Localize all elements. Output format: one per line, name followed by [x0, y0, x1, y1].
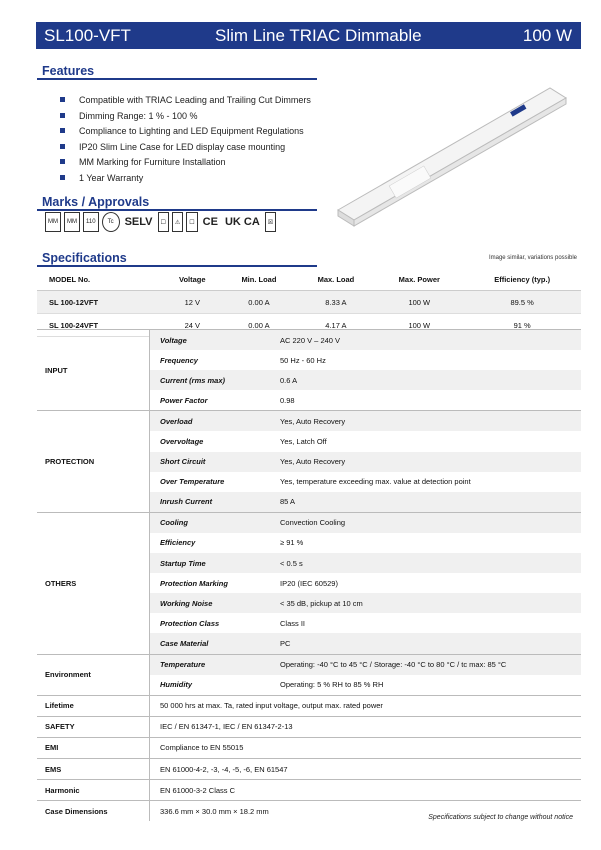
marks-divider: [37, 209, 317, 211]
model-cell: 0.00 A: [221, 314, 296, 337]
approval-mark: 110: [83, 212, 99, 232]
approval-marks: [45, 212, 276, 232]
spec-group-label: Lifetime: [37, 695, 150, 716]
spec-value: Yes, Latch Off: [280, 437, 327, 447]
approval-mark: MM: [45, 212, 61, 232]
approval-mark: ⚠: [172, 212, 183, 232]
spec-value: 85 A: [270, 492, 581, 513]
spec-value: PC: [270, 633, 581, 654]
header-bar: [36, 22, 581, 49]
spec-label: Voltage: [150, 330, 271, 351]
feature-item: [60, 94, 311, 110]
spec-label: Over Temperature: [160, 477, 225, 487]
table-row: [37, 695, 581, 716]
spec-value: 50 Hz - 60 Hz: [280, 355, 326, 365]
spec-value: Yes, Auto Recovery: [270, 411, 581, 432]
table-row: [37, 512, 581, 533]
spec-label: Current (rms max): [150, 370, 271, 390]
spec-value: < 0.5 s: [270, 553, 581, 573]
feature-text: Compliance to Lighting and LED Equipment Regulations: [79, 126, 304, 136]
spec-label: Case Material: [150, 633, 271, 654]
approval-mark: CE: [201, 213, 220, 231]
approval-mark: ☒: [265, 212, 276, 232]
spec-value: ≥ 91 %: [280, 538, 304, 548]
model-cell: 24 V: [163, 314, 221, 337]
spec-group-label: SAFETY: [37, 716, 150, 737]
spec-value: 50 000 hrs at max. Ta, rated input voltage, output max. rated power: [150, 695, 582, 716]
feature-text: 1 Year Warranty: [79, 172, 144, 183]
table-row: [37, 758, 581, 779]
spec-label: Frequency: [160, 355, 198, 365]
bullet-icon: [60, 144, 65, 149]
approval-mark: Tc: [102, 212, 120, 232]
model-table: [37, 268, 581, 337]
table-row: [37, 716, 581, 737]
bullet-icon: [60, 128, 65, 133]
spec-value: Class II: [280, 618, 306, 628]
spec-value: 0.98: [280, 395, 295, 405]
feature-text: Compatible with TRIAC Leading and Trailing Cut Dimmers: [79, 95, 311, 105]
spec-value: Compliance to EN 55015: [150, 737, 582, 758]
spec-value: 336.6 mm × 30.0 mm × 18.2 mm: [150, 801, 582, 822]
approval-mark: UK CA: [223, 213, 262, 231]
feature-text: IP20 Slim Line Case for LED display case mounting: [79, 141, 286, 152]
feature-text: Dimming Range: 1 % - 100 %: [79, 110, 198, 121]
features-divider: [37, 78, 317, 80]
feature-text: MM Marking for Furniture Installation: [79, 157, 226, 167]
table-row: [37, 291, 581, 314]
bullet-icon: [60, 159, 65, 164]
model-cell: 0.00 A: [221, 291, 296, 314]
spec-group-label: INPUT: [37, 330, 150, 411]
model-cell: 91 %: [463, 314, 581, 337]
spec-group-label: Environment: [37, 654, 150, 695]
model-column-header: MODEL No.: [37, 268, 163, 291]
approval-mark: ☐: [158, 212, 169, 232]
spec-group-label: OTHERS: [37, 512, 150, 654]
spec-value: Operating: -40 °C to 45 °C / Storage: -40 °C to 80 °C / tc max: 85 °C: [270, 654, 581, 675]
spec-value: Yes, temperature exceeding max. value at detection point: [280, 477, 471, 487]
spec-label: Power Factor: [160, 395, 208, 405]
features-heading: Features: [42, 64, 95, 78]
spec-group-label: EMS: [37, 758, 150, 779]
spec-value: IP20 (IEC 60529): [280, 578, 338, 588]
spec-group-label: Harmonic: [37, 780, 150, 801]
power-rating: 100 W: [522, 26, 572, 45]
bullet-icon: [60, 97, 65, 102]
table-row: [37, 330, 581, 351]
model-column-header: Max. Load: [297, 268, 376, 291]
features-list: [60, 94, 311, 187]
model-cell: 8.33 A: [297, 291, 376, 314]
spec-label: Working Noise: [150, 593, 271, 613]
model-column-header: Voltage: [163, 268, 221, 291]
approval-mark: MM: [64, 212, 80, 232]
spec-label: Cooling: [150, 512, 271, 533]
product-title: Slim Line TRIAC Dimmable: [215, 26, 422, 45]
spec-label: Startup Time: [150, 553, 271, 573]
feature-item: [60, 156, 311, 172]
spec-value: 0.6 A: [270, 370, 581, 390]
spec-label: Humidity: [160, 680, 193, 690]
image-note: Image similar, variations possible: [488, 255, 577, 261]
table-row: [37, 654, 581, 675]
model-cell: 12 V: [163, 291, 221, 314]
spec-value: Convection Cooling: [270, 512, 581, 533]
spec-table: [37, 329, 581, 821]
model-cell: SL 100-24VFT: [37, 314, 163, 337]
spec-label: Protection Class: [160, 618, 220, 628]
spec-value: AC 220 V – 240 V: [270, 330, 581, 351]
model-column-header: Efficiency (typ.): [463, 268, 581, 291]
spec-label: Protection Marking: [160, 578, 228, 588]
spec-label: Overload: [150, 411, 271, 432]
spec-group-label: Case Dimensions: [37, 801, 150, 822]
footer-note: Specifications subject to change without notice: [428, 814, 573, 821]
approval-mark: ☐: [186, 212, 197, 232]
feature-item: [60, 110, 311, 126]
specifications-heading: Specifications: [42, 251, 127, 265]
spec-label: Short Circuit: [150, 452, 271, 472]
model-cell: 89.5 %: [463, 291, 581, 314]
spec-label: Inrush Current: [150, 492, 271, 513]
bullet-icon: [60, 113, 65, 118]
spec-value: EN 61000-3-2 Class C: [150, 780, 582, 801]
spec-value: IEC / EN 61347-1, IEC / EN 61347-2-13: [150, 716, 582, 737]
spec-group-label: PROTECTION: [37, 411, 150, 512]
spec-value: EN 61000-4-2, -3, -4, -5, -6, EN 61547: [150, 758, 582, 779]
feature-item: [60, 125, 311, 141]
spec-label: Efficiency: [160, 538, 196, 548]
approval-mark: SELV: [123, 213, 155, 231]
table-row: [37, 737, 581, 758]
spec-label: Temperature: [150, 654, 271, 675]
model-cell: SL 100-12VFT: [37, 291, 163, 314]
model-cell: 100 W: [375, 291, 463, 314]
model-cell: 100 W: [375, 314, 463, 337]
spec-value: Yes, Auto Recovery: [270, 452, 581, 472]
marks-heading: Marks / Approvals: [42, 195, 150, 209]
table-row: [37, 780, 581, 801]
model-column-header: Min. Load: [221, 268, 296, 291]
spec-group-label: EMI: [37, 737, 150, 758]
model-column-header: Max. Power: [375, 268, 463, 291]
model-cell: 4.17 A: [297, 314, 376, 337]
product-image: [330, 80, 580, 240]
spec-label: Overvoltage: [160, 437, 204, 447]
bullet-icon: [60, 175, 65, 180]
spec-value: Operating: 5 % RH to 85 % RH: [280, 680, 384, 690]
table-row: [37, 411, 581, 432]
specifications-divider: [37, 265, 317, 267]
model-name: SL100-VFT: [44, 26, 131, 45]
feature-item: [60, 172, 311, 188]
feature-item: [60, 141, 311, 157]
spec-value: < 35 dB, pickup at 10 cm: [270, 593, 581, 613]
